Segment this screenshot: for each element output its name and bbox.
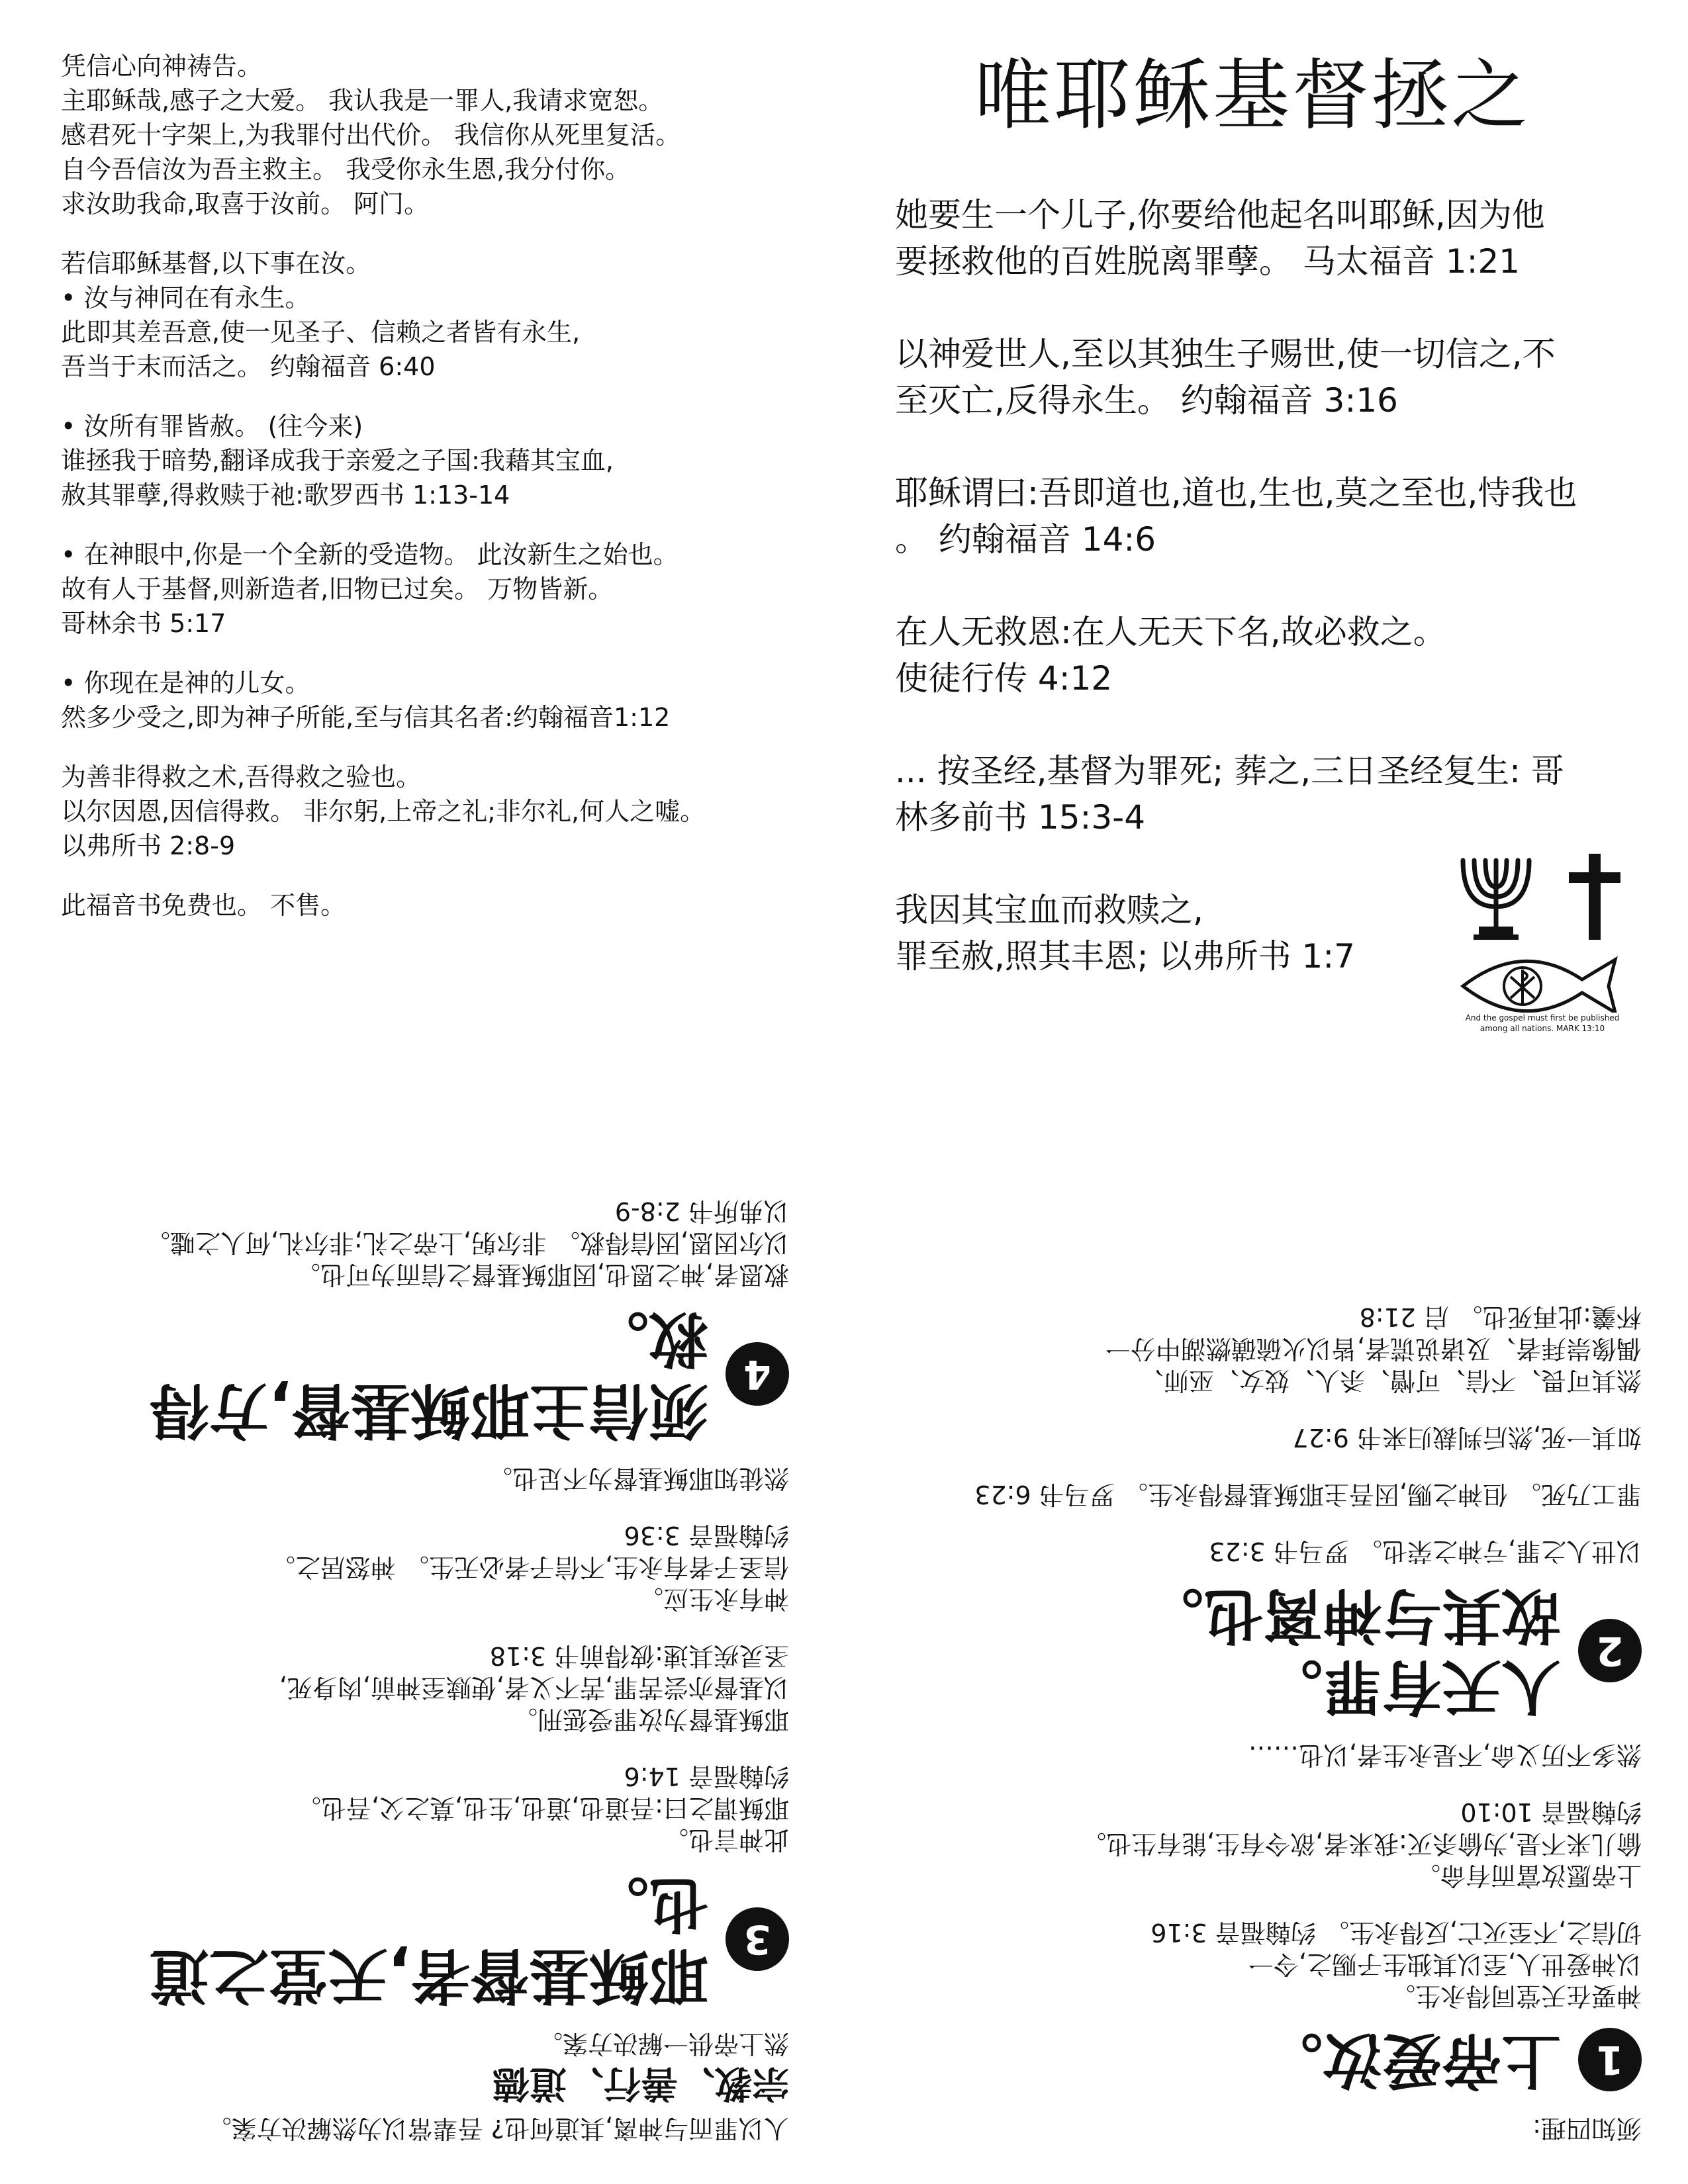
page-title: 唯耶稣基督拯之 — [974, 51, 1530, 140]
point-line: • 在神眼中,你是一个全新的受造物。 此汝新生之始也。 — [61, 540, 679, 569]
step-title: 人天有罪。 — [1263, 1652, 1561, 1721]
point-3 — [61, 537, 796, 641]
verse-line: 她要生一个儿子,你要给他起名叫耶稣,因为他 — [895, 196, 1545, 234]
religion-sub: 然上帝供一解决方案。 — [537, 2029, 789, 2058]
verse-line: 要拯救他的百姓脱离罪孽。 马太福音 1:21 — [895, 242, 1521, 281]
prayer-line: 感君死十字架上,为我罪付出代价。 我信你从死里复活。 — [61, 120, 681, 150]
step-title: 须信主耶稣基督,方得救。 — [149, 1304, 708, 1445]
point-line: • 汝与神同在有永生。 — [61, 283, 310, 312]
grace-line: 为善非得救之术,吾得救之验也。 — [61, 762, 422, 792]
body-line: 然多不历义命,不是永生者,以也…… — [1248, 1741, 1642, 1770]
prayer-line: 凭信心向神祷告。 — [61, 52, 263, 81]
body-line: 然其可畏、不信、可憎、杀人、妓女、巫师、 — [1138, 1366, 1642, 1395]
body-line: 耶稣基督为汝罪受惩刑。 — [512, 1705, 789, 1734]
intro-line: 须知四理: — [1532, 2114, 1642, 2143]
body-line: 约翰福音 10:10 — [1460, 1797, 1642, 1827]
grace-line: 以尔因恩,因信得救。 非尔躬,上帝之礼;非尔礼,何人之嘘。 — [61, 797, 706, 826]
body-line: 如其一死,然后判裁归来书 9:27 — [1292, 1423, 1642, 1452]
step-4-body — [61, 1195, 789, 1291]
step-1-body — [900, 1739, 1642, 2012]
verse-line: 耶稣谓曰:吾即道也,道也,生也,莫之至也,恃我也 — [895, 474, 1577, 512]
caption-line: And the gospel must first be published — [1465, 1013, 1620, 1023]
bottom-right-panel — [900, 1138, 1642, 2144]
verse — [895, 331, 1636, 424]
step-4-heading — [61, 1302, 789, 1445]
point-line: 吾当于末而活之。 约翰福音 6:40 — [61, 352, 436, 381]
prayer-line: 求汝助我命,取喜于汝前。 阿门。 — [61, 189, 430, 218]
body-line: 然徒知耶稣基督为不足也。 — [487, 1464, 789, 1493]
point-2 — [61, 409, 796, 512]
body-line: 此神言也。 — [663, 1825, 789, 1854]
step-number-badge: 3 — [726, 1907, 789, 1971]
top-left-panel — [61, 49, 796, 923]
point-line: 哥林余书 5:17 — [61, 609, 226, 638]
grace-block — [61, 760, 796, 863]
caption-line: among all nations. MARK 13:10 — [1479, 1024, 1605, 1033]
if-believe-heading: 若信耶稣基督,以下事在汝。 — [61, 249, 371, 278]
point-line: 赦其罪孽,得救赎于祂:歌罗西书 1:13-14 — [61, 480, 510, 510]
body-line: 以神爱世人,至以其独生子赐之,令一 — [1248, 1950, 1642, 1979]
prayer-line: 主耶稣哉,感子之大爱。 我认我是一罪人,我请求宽恕。 — [61, 86, 664, 115]
step-title: 耶稣基督者,天堂之道也。 — [149, 1869, 708, 2010]
point-1 — [61, 281, 796, 384]
prayer-line: 自今吾信汝为吾主救主。 我受你永生恩,我分付你。 — [61, 155, 631, 184]
point-line: • 汝所有罪皆赦。 (往今来) — [61, 412, 363, 441]
grace-line: 以弗所书 2:8-9 — [61, 831, 236, 860]
verse-line: 罪至赦,照其丰恩; 以弗所书 1:7 — [895, 937, 1355, 976]
prayer-block — [61, 49, 796, 221]
step-2-body — [900, 1301, 1642, 1567]
step-title: 故其与神离也。 — [1144, 1580, 1561, 1650]
point-line: 然多少受之,即为神子所能,至与信其名者:约翰福音1:12 — [61, 703, 671, 732]
body-line: 以弗所书 2:8-9 — [614, 1197, 789, 1226]
body-line: 神有永生应。 — [637, 1584, 789, 1614]
verse-line: 至灭亡,反得永生。 约翰福音 3:16 — [895, 381, 1398, 420]
step-number-badge: 4 — [726, 1342, 789, 1406]
free-notice: 此福音书免费也。 不售。 — [61, 891, 346, 920]
body-line: 圣灵疾其速:彼得前书 3:18 — [489, 1641, 789, 1670]
emblem-caption — [1450, 1013, 1635, 1034]
top-right-panel — [895, 46, 1636, 979]
point-4 — [61, 666, 796, 735]
step-title: 上帝爱汝。 — [1263, 2025, 1561, 2095]
verse-line: 我因其宝血而救赎之, — [895, 891, 1203, 929]
body-line: 救恩者,神之恩也,因耶稣基督之信而为可也。 — [295, 1260, 789, 1289]
religion-heading: 宗教、善行、道德 — [492, 2062, 789, 2105]
verse-line: 。 约翰福音 14:6 — [895, 520, 1156, 559]
body-line: 神要在天堂同得永生。 — [1389, 1981, 1642, 2011]
verse — [895, 748, 1636, 841]
step-3-heading — [61, 1868, 789, 2011]
verse-line: 以神爱世人,至以其独生子赐世,使一切信之,不 — [895, 335, 1556, 373]
verse — [895, 609, 1636, 702]
point-line: 谁拯我于暗势,翻译成我于亲爱之子国:我藉其宝血, — [61, 446, 614, 475]
body-line: 偷儿来不是,为偷杀灭:我来者,欲令有生,能有生也。 — [1080, 1829, 1642, 1858]
verse — [895, 192, 1636, 285]
verse — [895, 470, 1636, 563]
step-3-body — [61, 1463, 789, 1856]
step-number-badge: 2 — [1578, 1619, 1642, 1682]
body-line: 约翰福音 14:6 — [624, 1762, 789, 1791]
point-line: • 你现在是神的儿女。 — [61, 668, 310, 698]
emblem — [1450, 854, 1635, 1066]
verse-line: 使徒行传 4:12 — [895, 659, 1113, 698]
verse-line: ... 按圣经,基督为罪死; 葬之,三日圣经复生: 哥 — [895, 752, 1564, 790]
step-2-heading — [900, 1579, 1642, 1722]
body-line: 以基督亦尝苦罪,苦不义者,使赎至神前,肉身死, — [279, 1673, 789, 1702]
body-line: 罪工乃死。 但神之赐,因吾主耶稣基督得永生。 罗马书 6:23 — [974, 1480, 1642, 1509]
body-line: 耶稣谓之曰:吾道也,道也,生也,莫之父,吾也。 — [295, 1794, 789, 1823]
step-1-heading — [900, 2024, 1642, 2095]
menorah-cross-fish-icon — [1450, 854, 1635, 1013]
verse-line: 林多前书 15:3-4 — [895, 798, 1146, 837]
point-line: 故有人于基督,则新造者,旧物已过矣。 万物皆新。 — [61, 574, 614, 604]
step-number-badge: 1 — [1578, 2028, 1642, 2091]
body-line: 以世人之罪,亏神之荣也。 罗马书 3:23 — [1209, 1537, 1642, 1566]
body-line: 切信之,不至灭亡,反得永生。 约翰福音 3:16 — [1150, 1918, 1642, 1947]
body-line: 偶像崇拜者、及诸说谎者,皆以火硫磺燃湖中分一 — [1105, 1334, 1642, 1363]
verse-line: 在人无救恩:在人无天下名,故必救之。 — [895, 613, 1446, 651]
body-line: 上帝愿汝富而有命。 — [1415, 1861, 1642, 1890]
body-line: 杯羹:此再死也。 启 21:8 — [1359, 1302, 1642, 1332]
body-line: 以尔因恩,因信得救。 非尔躬,上帝之礼;非尔礼,何人之嘘。 — [144, 1228, 789, 1257]
intro-line: 人以罪而与神离,其道何也? 吾辈常以为然解决方案。 — [206, 2114, 789, 2143]
body-line: 信圣子者有永生,不信子者必无生。 神怒居之。 — [269, 1553, 789, 1582]
body-line: 约翰福音 3:36 — [624, 1521, 789, 1550]
bottom-left-panel — [61, 1152, 789, 2144]
point-line: 此即其差吾意,使一见圣子、信赖之者皆有永生, — [61, 318, 581, 347]
